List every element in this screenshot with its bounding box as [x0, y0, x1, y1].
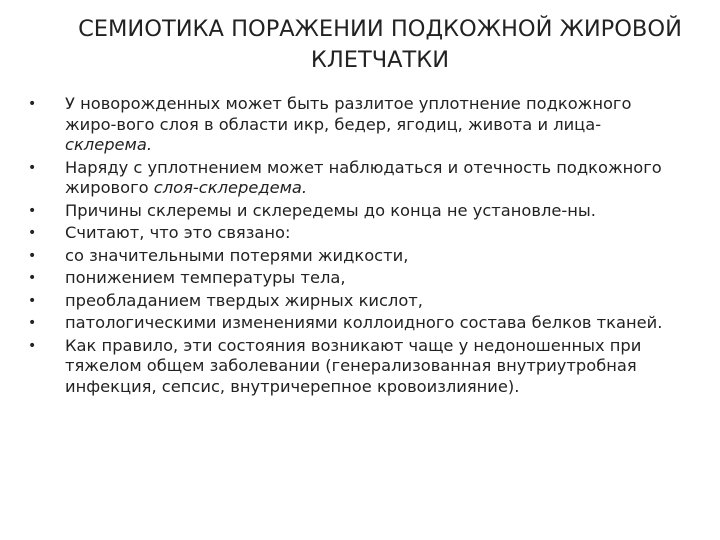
title-line-2: КЛЕТЧАТКИ — [310, 47, 450, 73]
bullet-item — [28, 246, 688, 267]
bullet-text-plain: Считают, что это связано: — [65, 223, 291, 242]
bullet-dot-icon: • — [28, 247, 37, 264]
bullet-text-plain: Наряду с уплотнением может наблюдаться и отечность подкожного жирового — [65, 157, 662, 197]
bullet-text — [65, 336, 641, 396]
bullet-item — [28, 336, 688, 398]
bullet-text-plain: патологическими изменениями коллоидного состава белков тканей. — [65, 313, 663, 332]
bullet-text-plain: со значительными потерями жидкости, — [65, 245, 409, 265]
bullet-dot-icon: • — [28, 270, 37, 286]
bullet-item — [28, 291, 688, 312]
bullet-text — [65, 246, 408, 265]
bullet-dot-icon: • — [28, 225, 37, 241]
bullet-text — [65, 201, 596, 220]
bullet-text — [65, 94, 631, 154]
bullet-text-italic: слоя-склередема. — [153, 178, 308, 197]
title-line-1: СЕМИОТИКА ПОРАЖЕНИИ ПОДКОЖНОЙ ЖИРОВОЙ — [78, 16, 682, 42]
bullet-text-plain: Как правило, эти состояния возникают чаще у недоношенных при тяжелом общем заболевании (генерализованная внутриутробная инфекция, сепсис, внутричерепное кровоизлияние). — [65, 335, 642, 396]
bullet-text — [65, 291, 423, 310]
bullet-text — [65, 313, 662, 332]
bullet-list — [28, 94, 688, 399]
bullet-text — [65, 158, 662, 198]
slide-title — [40, 14, 720, 76]
bullet-text — [65, 268, 346, 287]
bullet-dot-icon: • — [28, 337, 37, 354]
bullet-item — [28, 94, 688, 156]
bullet-dot-icon: • — [28, 159, 37, 176]
bullet-dot-icon: • — [28, 202, 37, 219]
bullet-text-italic: склерема. — [65, 135, 152, 154]
bullet-text — [65, 223, 290, 242]
bullet-text-plain: У новорожденных может быть разлитое уплотнение подкожного жиро-вого слоя в области икр, бедер, ягодиц, живота и лица- — [65, 94, 632, 134]
bullet-item — [28, 313, 688, 334]
bullet-text-plain: преобладанием твердых жирных кислот, — [65, 290, 423, 310]
bullet-item — [28, 268, 688, 289]
bullet-dot-icon: • — [28, 292, 37, 309]
bullet-dot-icon: • — [28, 315, 37, 331]
bullet-item — [28, 223, 688, 244]
bullet-text-plain: понижением температуры тела, — [65, 268, 346, 287]
bullet-item — [28, 158, 688, 199]
bullet-item — [28, 201, 688, 222]
bullet-text-plain: Причины склеремы и склередемы до конца не установле-ны. — [65, 200, 596, 220]
bullet-dot-icon: • — [28, 96, 37, 112]
